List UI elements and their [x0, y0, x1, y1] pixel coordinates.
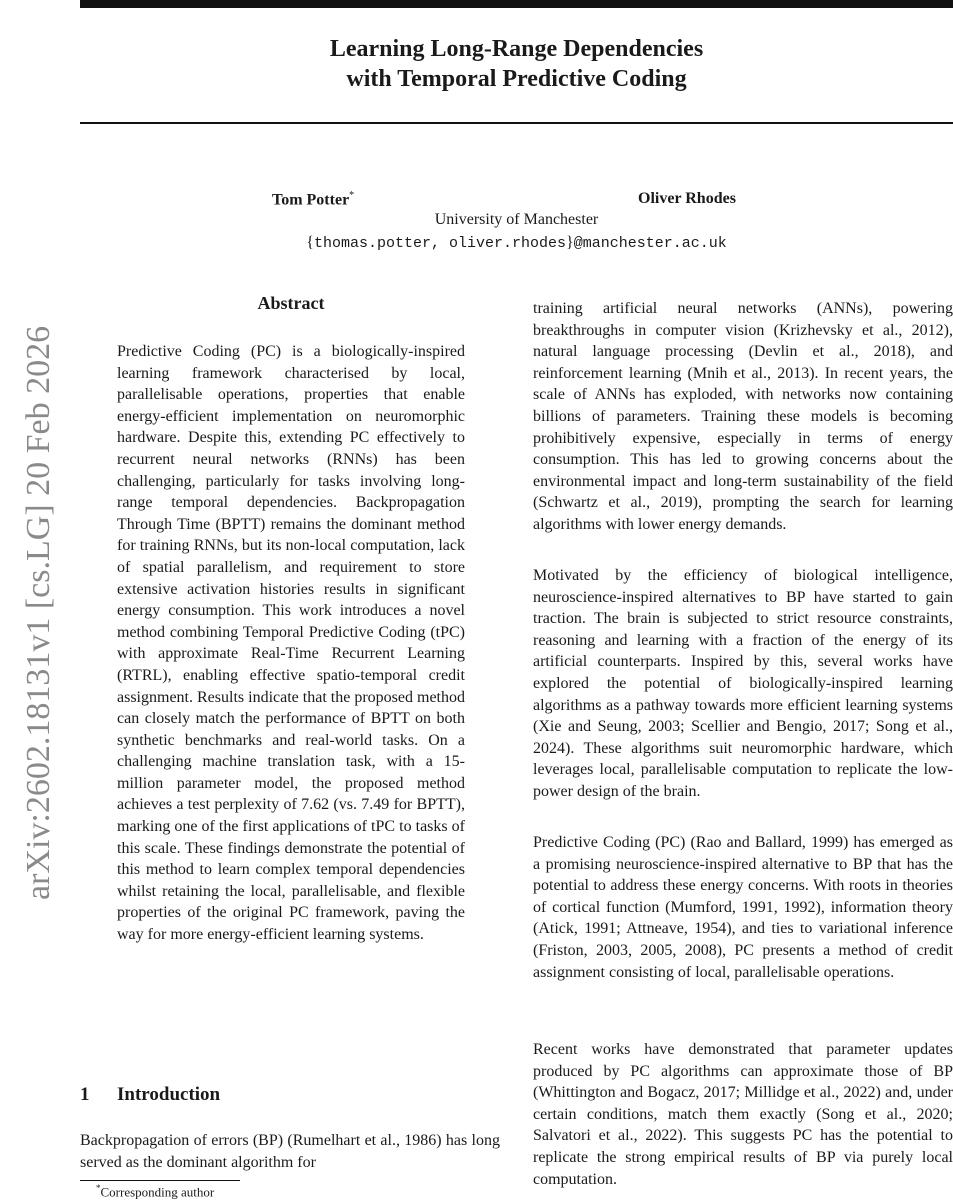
title-rule: [80, 122, 953, 124]
introduction-text: Backpropagation of errors (BP) (Rumelhart et al., 1986) has long served as the dominant algorithm for: [80, 1132, 500, 1171]
title-line-1: Learning Long-Range Dependencies: [329, 36, 704, 62]
right-paragraph-2: Motivated by the efficiency of biological intelligence, neuroscience-inspired alternatives to BP have started to gain traction. The brain is subjected to strict resource constraints, reasoning and learning with a fraction of the energy of its artificial counterparts. Inspired by this, several works have explored the potential of biologically-inspired learning algorithms as a pathway towards more efficient learning systems (Xie and Seung, 2003; Scellier and Bengio, 2017; Song et al., 2024). These algorithms suit neuromorphic hardware, which leverages local, parallelisable computation to replicate the low-power design of the brain.: [533, 567, 953, 800]
abstract-heading: Abstract: [257, 293, 325, 313]
right-paragraph-4: Recent works have demonstrated that parameter updates produced by PC algorithms can approximate those of BP (Whittington and Bogacz, 2017; Millidge et al., 2022) and, under certain conditions, match them exactly (Song et al., 2020; Salvatori et al., 2022). This suggests PC has the potential to replicate the strong empirical results of BP via purely local computation.: [533, 1041, 953, 1188]
author-1-mark: *: [349, 190, 355, 201]
arxiv-stamp: arXiv:2602.18131v1 [cs.LG] 20 Feb 2026: [20, 325, 57, 900]
section-title: Introduction: [117, 1084, 221, 1105]
author-1: [272, 190, 354, 209]
email-names: thomas.potter, oliver.rhodes: [313, 235, 566, 252]
footnote-rule: [80, 1180, 240, 1181]
section-heading-introduction: [80, 1084, 220, 1106]
top-rule: [80, 0, 953, 8]
footnote: [96, 1183, 214, 1200]
author-2-name: Oliver Rhodes: [638, 190, 736, 207]
author-1-name: Tom Potter: [272, 191, 350, 209]
affiliation: University of Manchester: [434, 211, 599, 228]
title-line-2: with Temporal Predictive Coding: [346, 66, 687, 92]
email-domain: @manchester.ac.uk: [573, 235, 727, 252]
footnote-mark: *: [96, 1183, 101, 1193]
paper-title: [80, 34, 953, 94]
author-2: [638, 190, 736, 208]
email-brace-close: }: [566, 234, 574, 251]
footnote-text: Corresponding author: [100, 1184, 215, 1200]
abstract-text: Predictive Coding (PC) is a biologically-inspired learning framework characterised by local, parallelisable operations, properties that enable energy-efficient implementation on neuromorphic hardware. Despite this, extending PC effectively to recurrent neural networks (RNNs) has been challenging, particularly for tasks involving long-range temporal dependencies. Backpropagation Through Time (BPTT) remains the dominant method for training RNNs, but its non-local computation, lack of spatial parallelism, and requirement to store extensive activation histories results in significant energy consumption. This work introduces a novel method combining Temporal Predictive Coding (tPC) with approximate Real-Time Recurrent Learning (RTRL), enabling effective spatio-temporal credit assignment. Results indicate that the proposed method can closely match the performance of BPTT on both synthetic benchmarks and real-world tasks. On a challenging machine translation task, with a 15-million parameter model, the proposed method achieves a test perplexity of 7.62 (vs. 7.49 for BPTT), marking one of the first applications of tPC to tasks of this scale. These findings demonstrate the potential of this method to learn complex temporal dependencies whilst retaining the local, parallelisable, and flexible properties of the original PC framework, paving the way for more energy-efficient learning systems.: [117, 343, 465, 944]
author-emails: [80, 234, 953, 252]
section-number: 1: [80, 1084, 90, 1105]
right-paragraph-1: training artificial neural networks (ANNs), powering breakthroughs in computer vision (Krizhevsky et al., 2012), natural language processing (Devlin et al., 2018), and reinforcement learning (Mnih et al., 2013). In recent years, the scale of ANNs has exploded, with networks now containing billions of parameters. Training these models is becoming prohibitively expensive, especially in terms of energy consumption. This has led to growing concerns about the environmental impact and long-term sustainability of the field (Schwartz et al., 2019), prompting the search for learning algorithms with lower energy demands.: [533, 300, 953, 533]
right-paragraph-3: Predictive Coding (PC) (Rao and Ballard, 1999) has emerged as a promising neuroscience-inspired alternative to BP that has the potential to address these energy concerns. With roots in theories of cortical function (Mumford, 1991, 1992), information theory (Atick, 1991; Attneave, 1954), and ties to variational inference (Friston, 2003, 2005, 2008), PC presents a method of credit assignment consisting of local, parallelisable operations.: [533, 834, 953, 981]
email-brace-open: {: [306, 234, 314, 251]
